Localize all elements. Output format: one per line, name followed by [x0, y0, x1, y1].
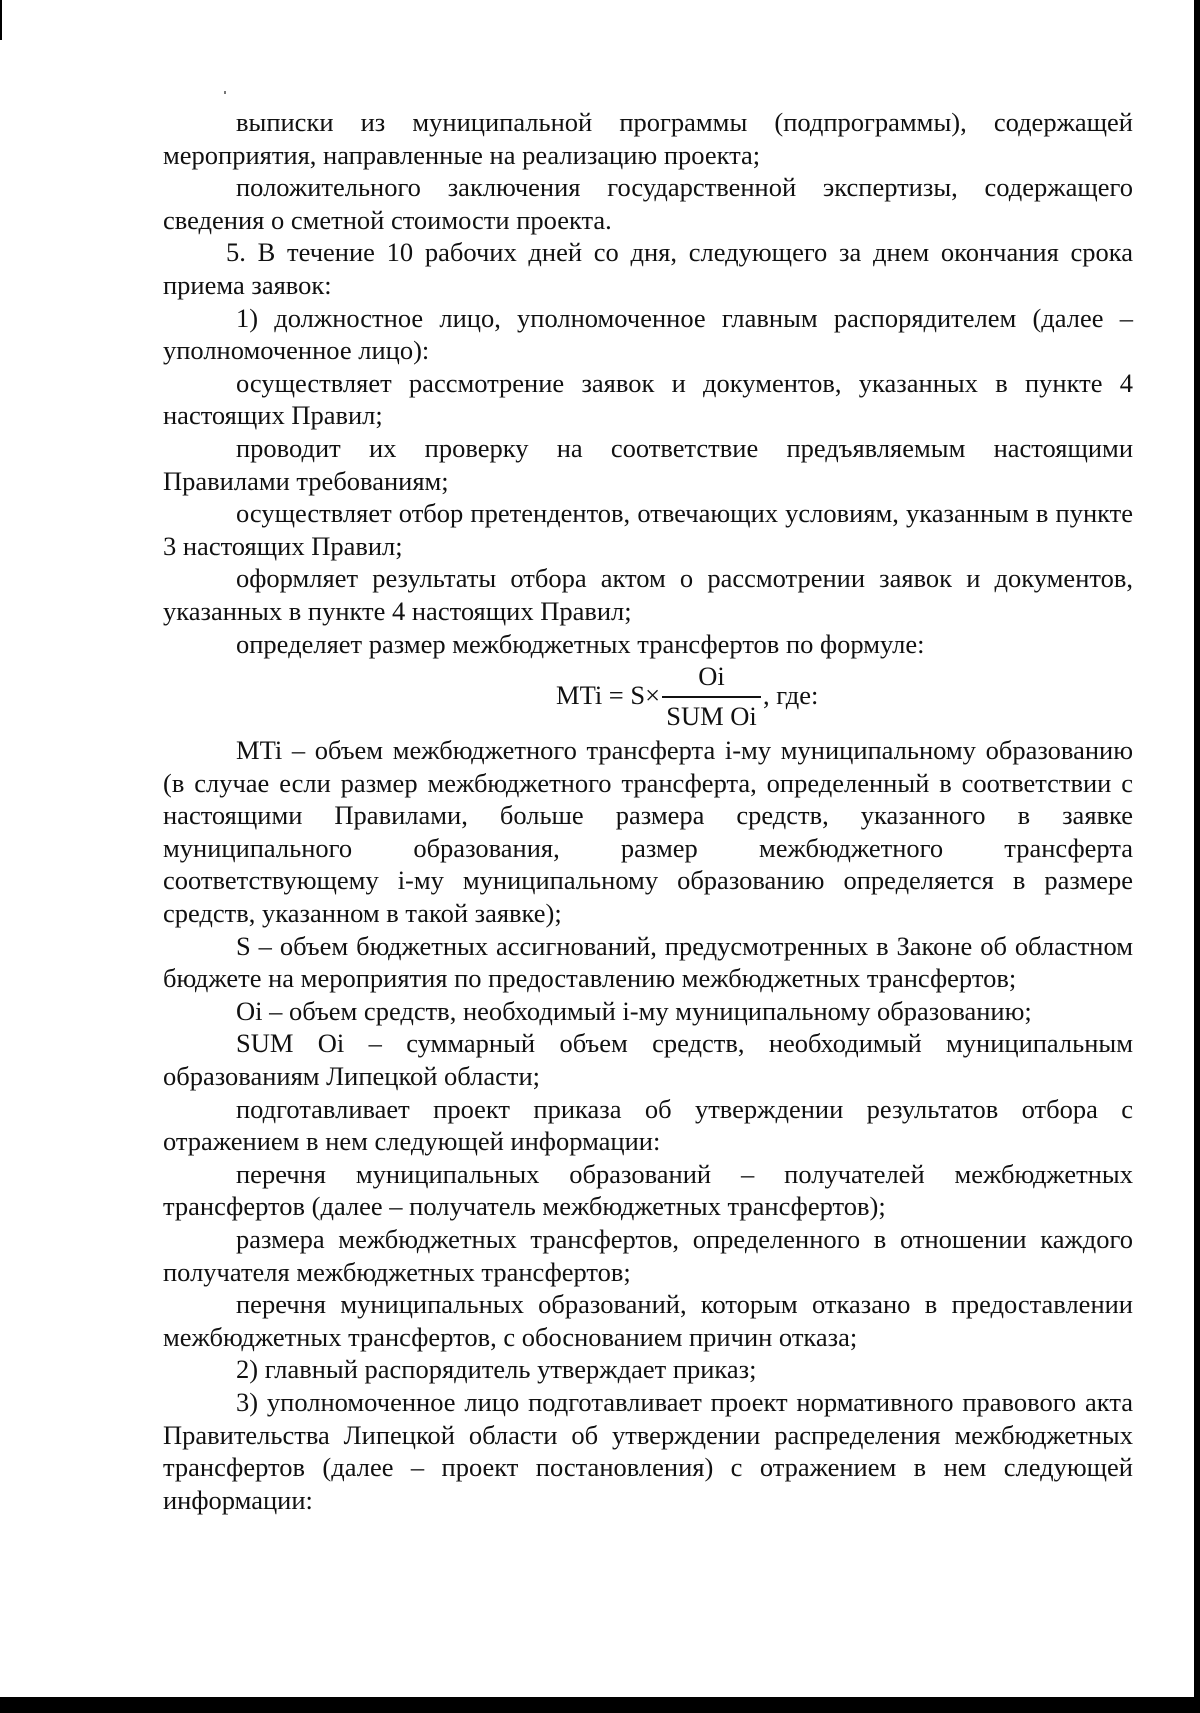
paragraph-check-compliance: проводит их проверку на соответствие предъявляемым настоящими Правилами требованиям;: [163, 432, 1133, 496]
formula-denominator: SUM Oi: [666, 700, 757, 731]
scan-speck: [224, 91, 226, 94]
paragraph-subitem-2: 2) главный распорядитель утверждает приказ;: [236, 1354, 757, 1385]
formula-numerator: Oi: [698, 661, 725, 692]
transfer-formula: [163, 660, 1133, 734]
document-page: [163, 106, 1133, 1516]
paragraph-mti-definition: MTi – объем межбюджетного трансферта i-му муниципальному образованию (в случае если размер межбюджетного трансферта, определенный в соответствии с настоящими Правилами, больше размера средств, указанного в заявке муниципального образования, размер межбюджетного трансферта соответствующему i-му муниципальному образованию определяется в размере средств, указанном в такой заявке);: [163, 735, 1133, 929]
paragraph-program-excerpt: выписки из муниципальной программы (подпрограммы), содержащей мероприятия, направленные на реализацию проекта;: [163, 107, 1133, 170]
paragraph-subitem-3: 3) уполномоченное лицо подготавливает проект нормативного правового акта Правительства Липецкой области об утверждении распределения межбюджетных трансфертов (далее – проект постановления) с отражением в нем следующей информации:: [163, 1386, 1133, 1515]
paragraph-prepare-order: подготавливает проект приказа об утверждении результатов отбора с отражением в нем следующей информации:: [163, 1093, 1133, 1157]
paragraph-recipients-list: перечня муниципальных образований – получателей межбюджетных трансфертов (далее – получатель межбюджетных трансфертов);: [163, 1158, 1133, 1222]
paragraph-record-results: оформляет результаты отбора актом о рассмотрении заявок и документов, указанных в пункте 4 настоящих Правил;: [163, 563, 1133, 626]
paragraph-s-definition: S – объем бюджетных ассигнований, предусмотренных в Законе об областном бюджете на мероприятия по предоставлению межбюджетных трансфертов;: [163, 930, 1133, 994]
formula-fraction: [662, 660, 761, 732]
formula-lhs: MTi = S×: [556, 680, 661, 711]
paragraph-determine-amount: определяет размер межбюджетных трансфертов по формуле:: [236, 628, 925, 659]
paragraph-transfer-amounts: размера межбюджетных трансфертов, определенного в отношении каждого получателя межбюджетных трансфертов;: [163, 1224, 1133, 1287]
scan-border-right: [1194, 0, 1200, 1713]
paragraph-sum-oi-definition: SUM Oi – суммарный объем средств, необходимый муниципальным образованиям Липецкой области;: [163, 1028, 1133, 1092]
paragraph-oi-definition: Oi – объем средств, необходимый i-му муниципальному образованию;: [236, 995, 1032, 1026]
paragraph-expertise-conclusion: положительного заключения государственной экспертизы, содержащего сведения о сметной стоимости проекта.: [163, 172, 1133, 235]
paragraph-refused-list: перечня муниципальных образований, которым отказано в предоставлении межбюджетных трансфертов, с обоснованием причин отказа;: [163, 1289, 1133, 1352]
paragraph-item-5: 5. В течение 10 рабочих дней со дня, следующего за днем окончания срока приема заявок:: [163, 237, 1133, 300]
paragraph-subitem-1: 1) должностное лицо, уполномоченное главным распорядителем (далее – уполномоченное лицо):: [163, 302, 1133, 366]
formula-rhs: , где:: [763, 680, 819, 711]
scan-border-bottom: [0, 1697, 1200, 1713]
paragraph-review-applications: осуществляет рассмотрение заявок и документов, указанных в пункте 4 настоящих Правил;: [163, 367, 1133, 431]
scan-border-tick: [0, 0, 2, 40]
formula-fraction-bar: [662, 696, 761, 698]
paragraph-select-applicants: осуществляет отбор претендентов, отвечающих условиям, указанным в пункте 3 настоящих Правил;: [163, 498, 1133, 561]
